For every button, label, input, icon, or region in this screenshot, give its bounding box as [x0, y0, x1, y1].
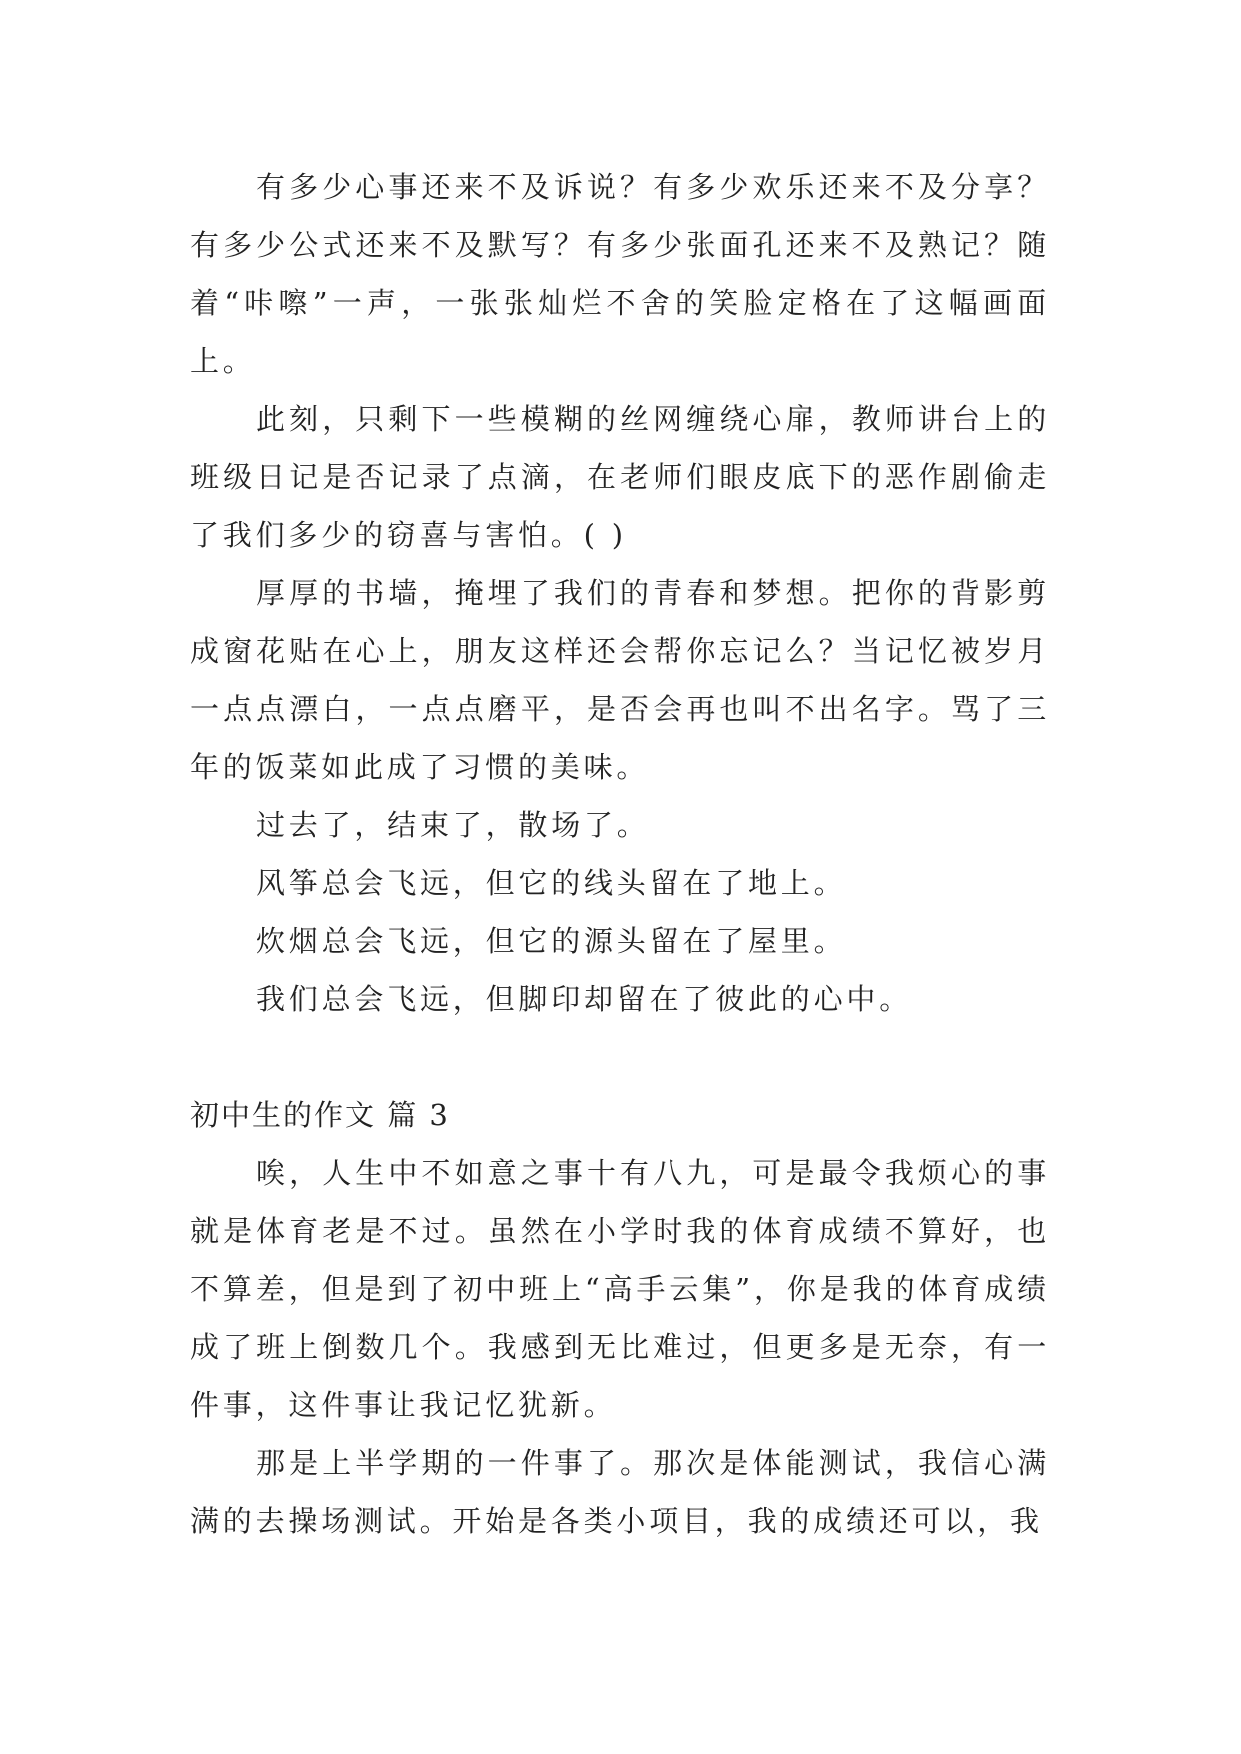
paragraph: 此刻，只剩下一些模糊的丝网缠绕心扉，教师讲台上的班级日记是否记录了点滴，在老师们眼皮底下的恶作剧偷走了我们多少的窃喜与害怕。( ) [190, 402, 1050, 552]
paragraph: 风筝总会飞远，但它的线头留在了地上。 [256, 866, 847, 900]
paragraph: 过去了，结束了，散场了。 [256, 808, 650, 842]
paragraph: 那是上半学期的一件事了。那次是体能测试，我信心满满的去操场测试。开始是各类小项目，我的成绩还可以，我 [190, 1446, 1050, 1538]
paragraph: 我们总会飞远，但脚印却留在了彼此的心中。 [256, 982, 913, 1016]
paragraph: 唉，人生中不如意之事十有八九，可是最令我烦心的事就是体育老是不过。虽然在小学时我的体育成绩不算好，也不算差，但是到了初中班上“高手云集”，你是我的体育成绩成了班上倒数几个。我感到无比难过，但更多是无奈，有一件事，这件事让我记忆犹新。 [190, 1156, 1050, 1422]
paragraph: 炊烟总会飞远，但它的源头留在了屋里。 [256, 924, 847, 958]
paragraph: 厚厚的书墙，掩埋了我们的青春和梦想。把你的背影剪成窗花贴在心上，朋友这样还会帮你忘记么？当记忆被岁月一点点漂白，一点点磨平，是否会再也叫不出名字。骂了三年的饭菜如此成了习惯的美味。 [190, 576, 1050, 784]
document-body [190, 158, 1050, 1550]
section-heading: 初中生的作文 篇 3 [190, 1098, 450, 1132]
paragraph: 有多少心事还来不及诉说？有多少欢乐还来不及分享？有多少公式还来不及默写？有多少张面孔还来不及熟记？随着“咔嚓”一声，一张张灿烂不舍的笑脸定格在了这幅画面上。 [190, 170, 1050, 378]
